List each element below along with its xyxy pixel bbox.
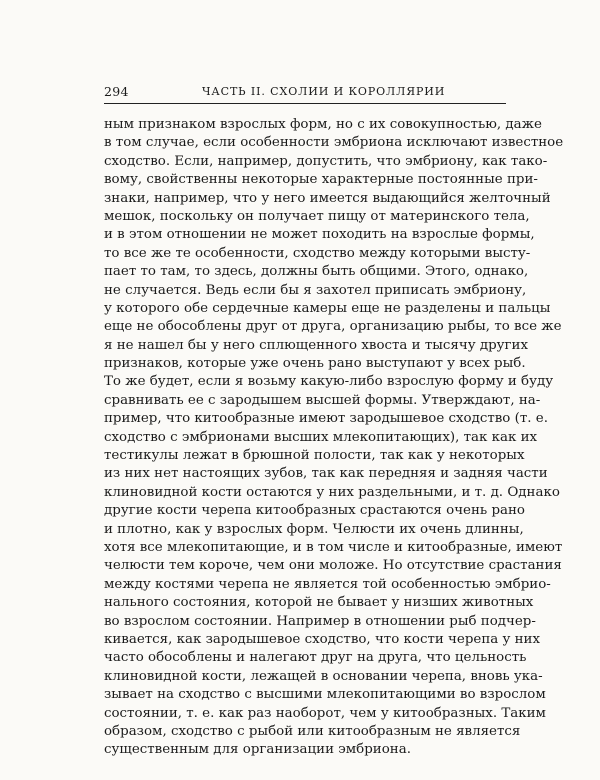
text-line: не случается. Ведь если бы я захотел приписать эмбриону, — [104, 282, 527, 298]
body-text — [104, 116, 564, 760]
text-line: и плотно, как у взрослых форм. Челюсти их очень длинны, — [104, 521, 524, 537]
text-line: вому, свойственны некоторые характерные постоянные при- — [104, 172, 538, 188]
text-line: сравнивать ее с зародышем высшей формы. Утверждают, на- — [104, 392, 541, 408]
text-line: часто обособлены и налегают друг на друга, что цельность — [104, 650, 527, 666]
text-line: еще не обособлены друг от друга, организацию рыбы, то все же — [104, 319, 562, 335]
running-title: ЧАСТЬ II. СХОЛИИ И КОРОЛЛЯРИИ — [202, 85, 446, 98]
text-line: кивается, как зародышевое сходство, что кости черепа у них — [104, 631, 541, 647]
text-line: челюсти тем короче, чем они моложе. Но отсутствие срастания — [104, 558, 562, 574]
text-line: мешок, поскольку он получает пищу от материнского тела, — [104, 208, 530, 224]
text-line: ным признаком взрослых форм, но с их совокупностью, даже — [104, 117, 542, 132]
text-line: клиновидной кости, лежащей в основании черепа, вновь ука- — [104, 668, 543, 684]
text-line: и в этом отношении не может походить на взрослые формы, — [104, 227, 535, 243]
text-line: сходство с эмбрионами высших млекопитающих), так как их — [104, 429, 538, 445]
text-line: клиновидной кости остаются у них раздельными, и т. д. Однако — [104, 484, 560, 500]
text-line: во взрослом состоянии. Например в отношении рыб подчер- — [104, 613, 536, 629]
text-line: зывает на сходство с высшими млекопитающими во взрослом — [104, 687, 546, 703]
text-line: из них нет настоящих зубов, так как передняя и задняя части — [104, 466, 548, 482]
text-line: состоянии, т. е. как раз наоборот, чем у китообразных. Таким — [104, 705, 546, 721]
header-rule — [104, 103, 506, 104]
text-line: То же будет, если я возьму какую-либо взрослую форму и буду — [104, 374, 554, 390]
text-line: то все же те особенности, сходство между которыми высту- — [104, 245, 531, 261]
text-line: тестикулы лежат в брюшной полости, так как у некоторых — [104, 448, 525, 464]
text-line: в том случае, если особенности эмбриона исключают известное — [104, 135, 564, 151]
text-line: знаки, например, что у него имеется выдающийся желточный — [104, 190, 551, 206]
text-line: хотя все млекопитающие, и в том числе и китообразные, имеют — [104, 539, 563, 555]
text-line: я не нашел бы у него сплющенного хвоста и тысячу других — [104, 337, 529, 353]
text-line: другие кости черепа китообразных срастаются очень рано — [104, 503, 525, 519]
text-line: сходство. Если, например, допустить, что эмбриону, как тако- — [104, 153, 548, 169]
running-head — [104, 84, 506, 102]
text-line: признаков, которые уже очень рано выступают у всех рыб. — [104, 356, 526, 372]
text-line: образом, сходство с рыбой или китообразным не является — [104, 723, 521, 739]
text-line: пает то там, то здесь, должны быть общими. Этого, однако, — [104, 264, 529, 280]
text-line-last: существенным для организации эмбриона. — [104, 742, 411, 758]
page-number: 294 — [104, 84, 129, 99]
text-line: между костями черепа не является той особенностью эмбрио- — [104, 576, 551, 592]
text-line: нального состояния, которой не бывает у низших животных — [104, 595, 534, 611]
text-line: пример, что китообразные имеют зародышевое сходство (т. е. — [104, 411, 548, 427]
text-line: у которого обе сердечные камеры еще не разделены и пальцы — [104, 300, 551, 316]
